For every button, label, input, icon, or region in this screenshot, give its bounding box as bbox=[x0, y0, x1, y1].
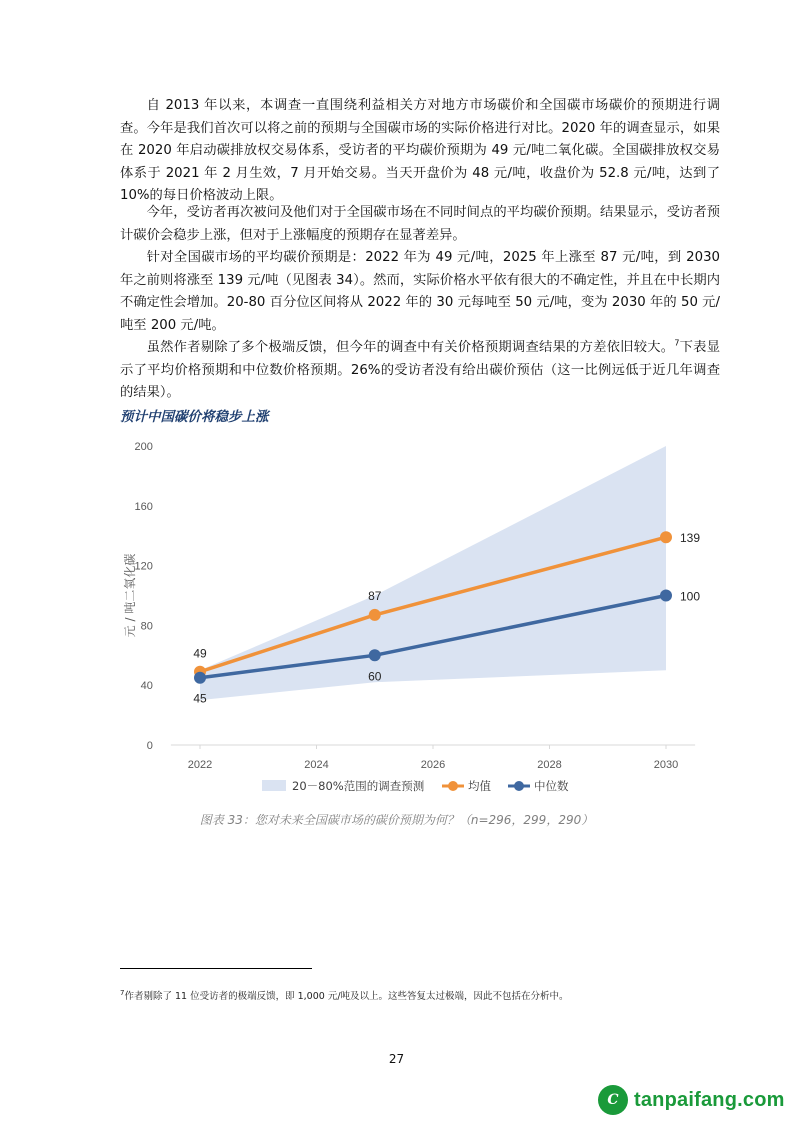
legend-label-series: 中位数 bbox=[534, 779, 569, 793]
data-label: 45 bbox=[193, 691, 207, 706]
legend-swatch-band bbox=[262, 780, 286, 791]
footnote-divider bbox=[120, 968, 312, 969]
data-point bbox=[660, 590, 672, 602]
legend-swatch-marker bbox=[514, 781, 524, 791]
footnote-text: 作者剔除了 11 位受访者的极端反馈，即 1,000 元/吨及以上。这些答复太过极端，因此不包括在分析中。 bbox=[124, 991, 569, 1002]
data-label: 100 bbox=[680, 589, 701, 604]
data-label: 87 bbox=[368, 588, 382, 603]
paragraph-4-text-after: 下表显示了平均价格预期和中位数价格预期。26%的受访者没有给出碳价预估（这一比例远低于近几年调查的结果）。 bbox=[120, 340, 720, 400]
y-axis-label: 元 / 吨二氧化碳 bbox=[123, 553, 137, 638]
data-point bbox=[369, 609, 381, 621]
x-tick-label: 2026 bbox=[420, 759, 446, 771]
y-tick-label: 40 bbox=[140, 680, 153, 693]
watermark-logo-icon: C bbox=[598, 1085, 628, 1115]
y-tick-label: 80 bbox=[140, 620, 153, 633]
x-tick-label: 2028 bbox=[537, 759, 562, 771]
paragraph-2: 今年，受访者再次被问及他们对于全国碳市场在不同时间点的平均碳价预期。结果显示，受访者预计碳价会稳步上涨，但对于上涨幅度的预期存在显著差异。 bbox=[120, 205, 720, 243]
range-band bbox=[200, 446, 666, 700]
data-label: 139 bbox=[680, 531, 701, 546]
data-point bbox=[369, 649, 381, 661]
footnote bbox=[120, 988, 569, 1002]
paragraph-1: 自 2013 年以来，本调查一直围绕利益相关方对地方市场碳价和全国碳市场碳价的预期进行调查。今年是我们首次可以将之前的预期与全国碳市场的实际价格进行对比。2020 年的调查显示，如果在 2020 年启动碳排放权交易体系，受访者的平均碳价预期为 49 元/吨二氧化碳。全国碳排放权交易体系于 2021 年 2 月生效，7 月开始交易。当天开盘价为 48 元/吨，收盘价为 52.8 元/吨，达到了 10%的每日价格波动上限。 bbox=[120, 98, 720, 203]
data-label: 49 bbox=[193, 646, 207, 661]
y-tick-label: 200 bbox=[134, 441, 153, 453]
legend-label-series: 均值 bbox=[468, 779, 491, 793]
chart-caption: 图表 33：您对未来全国碳市场的碳价预期为何？（n=296，299，290） bbox=[199, 813, 594, 827]
chart-title: 预计中国碳价将稳步上涨 bbox=[120, 409, 269, 425]
watermark bbox=[598, 1080, 785, 1120]
x-tick-label: 2024 bbox=[304, 759, 329, 771]
x-tick-label: 2030 bbox=[653, 759, 679, 771]
y-tick-label: 0 bbox=[146, 740, 153, 752]
legend-label-band: 20－80%范围的调查预测 bbox=[292, 779, 425, 793]
x-tick-label: 2022 bbox=[187, 759, 213, 771]
legend-swatch-marker bbox=[448, 781, 458, 791]
footnote-mark: 7 bbox=[120, 988, 125, 997]
paragraph-4-text: 虽然作者剔除了多个极端反馈，但今年的调查中有关价格预期调查结果的方差依旧较大。 bbox=[146, 340, 675, 355]
y-tick-label: 160 bbox=[134, 500, 153, 513]
y-tick-label: 120 bbox=[134, 560, 153, 573]
footnote-reference[interactable]: 7 bbox=[674, 338, 680, 348]
watermark-text: tanpaifang.com bbox=[634, 1088, 785, 1111]
paragraph-3: 针对全国碳市场的平均碳价预期是：2022 年为 49 元/吨，2025 年上涨至 87 元/吨，到 2030 年之前则将涨至 139 元/吨（见图表 34）。然而，实际价格水平依有很大的不确定性，并且在中长期内不确定性会增加。20-80 百分位区间将从 2022 年的 30 元每吨至 50 元/吨，变为 2030 年的 50 元/吨至 200 元/吨。 bbox=[120, 250, 720, 333]
page-number: 27 bbox=[388, 1052, 405, 1066]
data-point bbox=[660, 531, 672, 543]
data-label: 60 bbox=[368, 669, 382, 684]
data-point bbox=[194, 672, 206, 684]
